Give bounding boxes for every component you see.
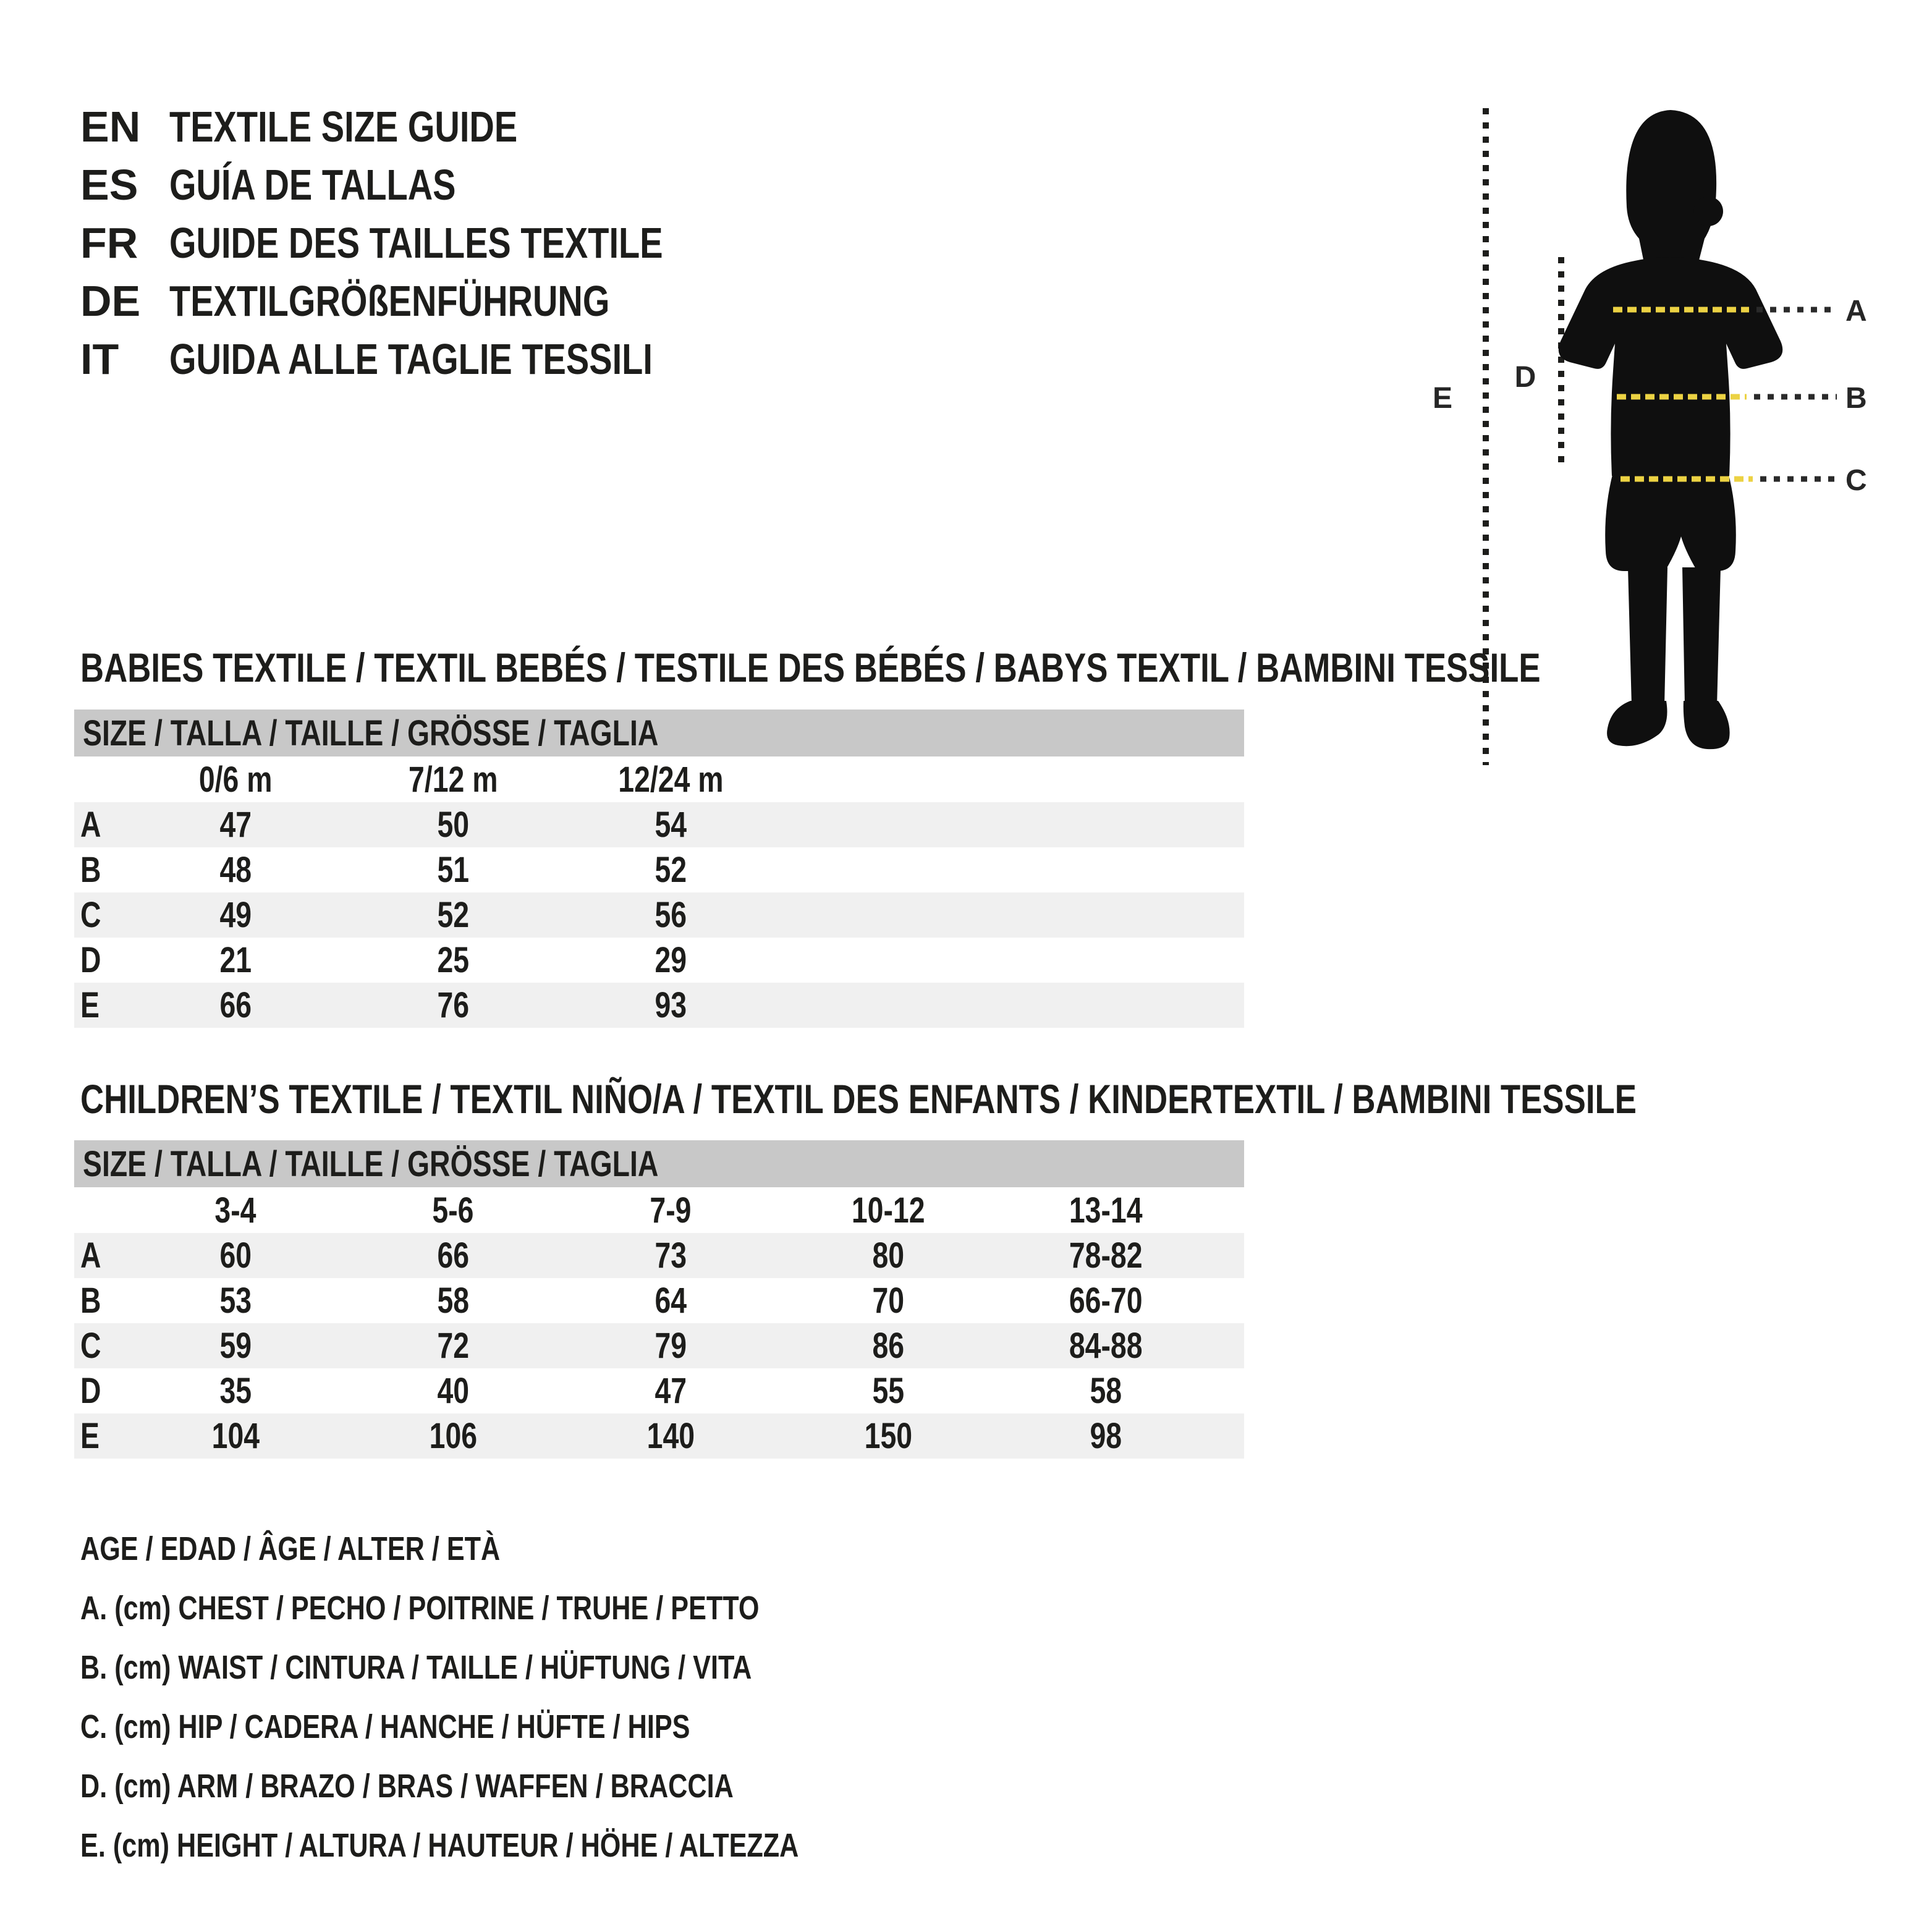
- cell-value: 52: [437, 895, 469, 935]
- row-label: C: [80, 895, 101, 935]
- cell-value: 64: [655, 1281, 687, 1321]
- cell-value: 29: [655, 940, 687, 980]
- row-label: D: [80, 940, 101, 980]
- mark-e-label: E: [1432, 382, 1453, 415]
- lang-row-fr: [80, 214, 786, 272]
- table-row: [74, 802, 1244, 847]
- size-header-bar: SIZE / TALLA / TAILLE / GRÖSSE / TAGLIA: [74, 710, 1244, 756]
- ear-shape: [1693, 197, 1723, 226]
- cell-value: 66: [437, 1235, 469, 1276]
- cell-value: 47: [655, 1371, 687, 1411]
- mark-d-label: D: [1514, 361, 1536, 394]
- lang-row-en: [80, 98, 786, 156]
- language-title-block: [80, 98, 786, 388]
- cell-value: 106: [429, 1416, 477, 1456]
- cell-value: 52: [655, 850, 687, 890]
- children-section-heading: CHILDREN’S TEXTILE / TEXTIL NIÑO/A / TEXTIL DES ENFANTS / KINDERTEXTIL / BAMBINI TESSILE: [80, 1076, 1637, 1122]
- row-label: D: [80, 1371, 101, 1411]
- shorts-shape: [1605, 472, 1736, 571]
- lang-code: IT: [80, 335, 119, 383]
- lang-title: GUÍA DE TALLAS: [169, 161, 456, 209]
- cell-value: 59: [219, 1326, 252, 1366]
- row-label: A: [80, 805, 101, 845]
- column-header: 12/24 m: [617, 759, 724, 800]
- cell-value: 53: [219, 1281, 252, 1321]
- cell-value: 25: [437, 940, 469, 980]
- column-header: 5-6: [432, 1190, 474, 1231]
- row-label: A: [80, 1235, 101, 1276]
- lang-title: GUIDE DES TAILLES TEXTILE: [169, 219, 663, 267]
- lang-row-it: [80, 330, 786, 388]
- table-row: [74, 892, 1244, 938]
- legend-line-hip: C. (cm) HIP / CADERA / HANCHE / HÜFTE / HIPS: [80, 1708, 690, 1745]
- cell-value: 98: [1090, 1416, 1122, 1456]
- cell-value: 66-70: [1069, 1281, 1143, 1321]
- cell-value: 86: [872, 1326, 904, 1366]
- cell-value: 50: [437, 805, 469, 845]
- shirt-shape: [1559, 257, 1783, 476]
- lang-code: EN: [80, 103, 141, 151]
- column-header: 3-4: [214, 1190, 256, 1231]
- size-header-bar: SIZE / TALLA / TAILLE / GRÖSSE / TAGLIA: [74, 1140, 1244, 1187]
- cell-value: 70: [872, 1281, 904, 1321]
- cell-value: 150: [864, 1416, 912, 1456]
- table-row: [74, 847, 1244, 892]
- cell-value: 140: [646, 1416, 695, 1456]
- column-header: 0/6 m: [198, 759, 273, 800]
- left-shoe-shape: [1607, 701, 1667, 746]
- children-size-table: [74, 1140, 1244, 1459]
- measurement-legend: [80, 1519, 978, 1875]
- cell-value: 55: [872, 1371, 904, 1411]
- lang-code: ES: [80, 161, 138, 209]
- lang-row-de: [80, 272, 786, 330]
- table-row: [74, 983, 1244, 1028]
- lang-row-es: [80, 156, 786, 214]
- cell-value: 56: [655, 895, 687, 935]
- legend-line-age: AGE / EDAD / ÂGE / ALTER / ETÀ: [80, 1530, 501, 1567]
- legend-line-chest: A. (cm) CHEST / PECHO / POITRINE / TRUHE / PETTO: [80, 1590, 760, 1627]
- column-header: 13-14: [1069, 1190, 1143, 1231]
- cell-value: 58: [437, 1281, 469, 1321]
- cell-value: 54: [655, 805, 687, 845]
- right-shoe-shape: [1684, 701, 1730, 749]
- cell-value: 72: [437, 1326, 469, 1366]
- lang-title: GUIDA ALLE TAGLIE TESSILI: [169, 335, 653, 383]
- row-label: C: [80, 1326, 101, 1366]
- mark-b-label: B: [1845, 382, 1867, 415]
- cell-value: 47: [219, 805, 252, 845]
- row-label: B: [80, 1281, 101, 1321]
- cell-value: 49: [219, 895, 252, 935]
- cell-value: 35: [219, 1371, 252, 1411]
- cell-value: 51: [437, 850, 469, 890]
- column-header: 7/12 m: [408, 759, 498, 800]
- babies-section-heading: BABIES TEXTILE / TEXTIL BEBÉS / TESTILE DES BÉBÉS / BABYS TEXTIL / BAMBINI TESSILE: [80, 645, 1541, 690]
- cell-value: 40: [437, 1371, 469, 1411]
- lang-code: FR: [80, 219, 138, 267]
- table-row: [74, 1413, 1244, 1459]
- row-label: B: [80, 850, 101, 890]
- lang-code: DE: [80, 277, 141, 325]
- legend-line-waist: B. (cm) WAIST / CINTURA / TAILLE / HÜFTUNG / VITA: [80, 1649, 752, 1686]
- legend-line-height: E. (cm) HEIGHT / ALTURA / HAUTEUR / HÖHE / ALTEZZA: [80, 1827, 799, 1864]
- table-row: [74, 1323, 1244, 1368]
- cell-value: 80: [872, 1235, 904, 1276]
- cell-value: 66: [219, 985, 252, 1025]
- table-row: [74, 938, 1244, 983]
- cell-value: 60: [219, 1235, 252, 1276]
- legend-line-arm: D. (cm) ARM / BRAZO / BRAS / WAFFEN / BRACCIA: [80, 1768, 734, 1805]
- lang-title: TEXTILE SIZE GUIDE: [169, 103, 518, 151]
- table-row: [74, 1233, 1244, 1278]
- cell-value: 79: [655, 1326, 687, 1366]
- cell-value: 21: [219, 940, 252, 980]
- cell-value: 76: [437, 985, 469, 1025]
- babies-column-header-row: [74, 756, 1244, 802]
- cell-value: 78-82: [1069, 1235, 1143, 1276]
- babies-size-table: [74, 710, 1244, 1028]
- cell-value: 58: [1090, 1371, 1122, 1411]
- mark-a-label: A: [1845, 295, 1867, 328]
- cell-value: 73: [655, 1235, 687, 1276]
- cell-value: 93: [655, 985, 687, 1025]
- cell-value: 48: [219, 850, 252, 890]
- column-header: 10-12: [851, 1190, 925, 1231]
- row-label: E: [80, 985, 100, 1025]
- cell-value: 104: [211, 1416, 260, 1456]
- row-label: E: [80, 1416, 100, 1456]
- table-row: [74, 1278, 1244, 1323]
- mark-c-label: C: [1845, 464, 1867, 497]
- table-row: [74, 1368, 1244, 1413]
- column-header: 7-9: [650, 1190, 692, 1231]
- lang-title: TEXTILGRÖßENFÜHRUNG: [169, 277, 610, 325]
- cell-value: 84-88: [1069, 1326, 1143, 1366]
- children-column-header-row: [74, 1187, 1244, 1233]
